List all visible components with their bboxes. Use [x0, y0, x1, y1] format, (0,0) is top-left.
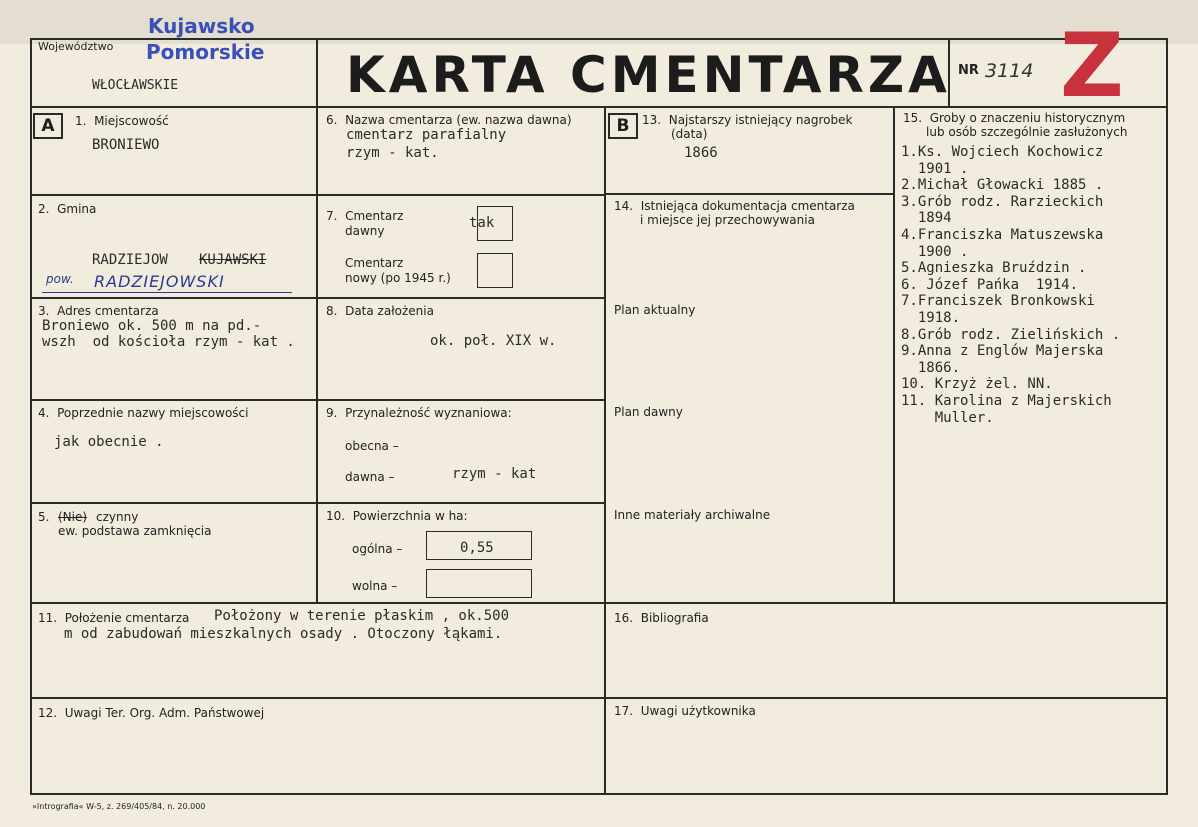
- field7-label-old2: dawny: [345, 224, 385, 238]
- grave-entry: Muller.: [901, 409, 994, 426]
- grave-entry: 1.Ks. Wojciech Kochowicz: [901, 144, 1104, 160]
- field5-label-prefix: 5.: [38, 510, 50, 524]
- frame-left: [30, 38, 32, 794]
- field7-label-new2: nowy (po 1945 r.): [345, 271, 451, 285]
- col-divider-1: [316, 106, 318, 602]
- col-divider-3: [893, 106, 895, 602]
- field15-label: 15. Groby o znaczeniu historycznym: [903, 111, 1126, 125]
- grave-entry: 8.Grób rodz. Zielińskich .: [901, 326, 1121, 343]
- grave-entry: 1900 .: [901, 243, 969, 260]
- frame-bottom: [30, 793, 1168, 795]
- field16-label: 16. Bibliografia: [614, 611, 709, 625]
- grave-entry: 1918.: [901, 309, 961, 326]
- field2-value: RADZIEJOW: [92, 252, 168, 268]
- field11-line2: m od zabudowań mieszkalnych osady . Otoczony łąkami.: [64, 626, 503, 642]
- row-div-b13: [604, 193, 895, 195]
- field2-label: 2. Gmina: [38, 202, 97, 216]
- z-mark: Z: [1060, 14, 1124, 117]
- stamp-line2: Pomorskie: [146, 40, 265, 64]
- row-div-c: [30, 399, 606, 401]
- grave-entry: 1894: [901, 210, 952, 227]
- grave-entry: 5.Agnieszka Bruździn .: [901, 260, 1087, 277]
- nr-label: NR: [958, 63, 979, 78]
- field7-label-new: Cmentarz: [345, 256, 404, 270]
- row-div-f: [30, 697, 1168, 699]
- field6-line2: rzym - kat.: [346, 145, 439, 161]
- field7-new-checkbox: [477, 253, 513, 288]
- field17-label: 17. Uwagi użytkownika: [614, 704, 756, 718]
- field2-hand-value: RADZIEJOWSKI: [94, 272, 225, 291]
- card-title: KARTA CMENTARZA: [346, 46, 951, 104]
- row-div-a: [30, 194, 606, 196]
- field8-label: 8. Data założenia: [326, 304, 434, 318]
- field7-label-old: 7. Cmentarz: [326, 209, 404, 223]
- wojewodztwo-label: Województwo: [38, 40, 114, 53]
- field13-label: 13. Najstarszy istniejący nagrobek: [642, 113, 853, 127]
- grave-entry: 7.Franciszek Bronkowski: [901, 293, 1095, 310]
- field12-label: 12. Uwagi Ter. Org. Adm. Państwowej: [38, 706, 265, 720]
- field5-label-rest: czynny: [96, 510, 139, 524]
- field11-label: 11. Położenie cmentarza: [38, 611, 190, 625]
- wojewodztwo-value: WŁOCŁAWSKIE: [92, 78, 179, 93]
- row-div-d: [30, 502, 606, 504]
- field4-value: jak obecnie .: [54, 434, 164, 450]
- header-divider: [30, 106, 1168, 108]
- field10-total-value: 0,55: [460, 540, 494, 556]
- grave-entry: 11. Karolina z Majerskich: [901, 392, 1112, 409]
- grave-entry: 2.Michał Głowacki 1885 .: [901, 177, 1104, 194]
- field9-current-label: obecna –: [345, 439, 399, 453]
- grave-entry: 1901 .: [901, 160, 969, 177]
- section-b-marker: B: [608, 113, 638, 139]
- field9-former-value: rzym - kat: [452, 466, 537, 482]
- field3-line2: wszh od kościoła rzym - kat .: [42, 334, 295, 350]
- field8-value: ok. poł. XIX w.: [430, 333, 557, 349]
- frame-right: [1166, 38, 1168, 794]
- field1-label: 1. Miejscowość: [75, 114, 169, 128]
- row-div-b: [30, 297, 606, 299]
- section-a-marker: A: [33, 113, 63, 139]
- nr-value: 3114: [985, 60, 1034, 82]
- row-div-e: [30, 602, 1168, 604]
- field5-label2: ew. podstawa zamknięcia: [58, 524, 212, 538]
- field11-line1: Położony w terenie płaskim , ok.500: [214, 608, 510, 624]
- header-col1: [316, 38, 318, 108]
- field2-value-struck: KUJAWSKI: [199, 252, 267, 268]
- field3-line1: Broniewo ok. 500 m na pd.-: [42, 318, 262, 334]
- field10-free-box: [426, 569, 532, 598]
- stamp-line1: Kujawsko: [148, 14, 255, 38]
- field2-hand-underline: [42, 292, 292, 293]
- grave-entry: 9.Anna z Englów Majerska: [901, 343, 1104, 360]
- grave-entry: 4.Franciszka Matuszewska: [901, 226, 1104, 243]
- field10-free-label: wolna –: [352, 579, 398, 593]
- field13-value: 1866: [684, 145, 718, 161]
- grave-entry: 10. Krzyż żel. NN.: [901, 376, 1053, 393]
- field13-label2: (data): [671, 127, 708, 141]
- field4-label: 4. Poprzednie nazwy miejscowości: [38, 406, 249, 420]
- field7-old-value: tak: [469, 215, 495, 231]
- field2-hand-prefix: pow.: [46, 272, 74, 286]
- field9-former-label: dawna –: [345, 470, 395, 484]
- plan-current-label: Plan aktualny: [614, 303, 696, 317]
- field5-label-struck: (Nie): [58, 510, 88, 524]
- field10-label: 10. Powierzchnia w ha:: [326, 509, 468, 523]
- field15-label2: lub osób szczególnie zasłużonych: [926, 125, 1128, 139]
- graves-list: [901, 144, 1163, 426]
- field14-label: 14. Istniejąca dokumentacja cmentarza: [614, 199, 855, 213]
- grave-entry: 1866.: [901, 359, 961, 376]
- grave-entry: 3.Grób rodz. Rarzieckich: [901, 193, 1104, 210]
- field1-value: BRONIEWO: [92, 137, 160, 153]
- plan-old-label: Plan dawny: [614, 405, 683, 419]
- field10-total-label: ogólna –: [352, 542, 403, 556]
- field14-label2: i miejsce jej przechowywania: [640, 213, 815, 227]
- field6-label: 6. Nazwa cmentarza (ew. nazwa dawna): [326, 113, 572, 127]
- field6-line1: cmentarz parafialny: [346, 127, 507, 143]
- other-materials-label: Inne materiały archiwalne: [614, 508, 771, 522]
- footer-imprint: »Intrografia« W-5, z. 269/405/84, n. 20.000: [32, 802, 206, 811]
- field3-label: 3. Adres cmentarza: [38, 304, 159, 318]
- grave-entry: 6. Józef Pańka 1914.: [901, 276, 1079, 293]
- col-divider-2: [604, 106, 606, 794]
- field9-label: 9. Przynależność wyznaniowa:: [326, 406, 512, 420]
